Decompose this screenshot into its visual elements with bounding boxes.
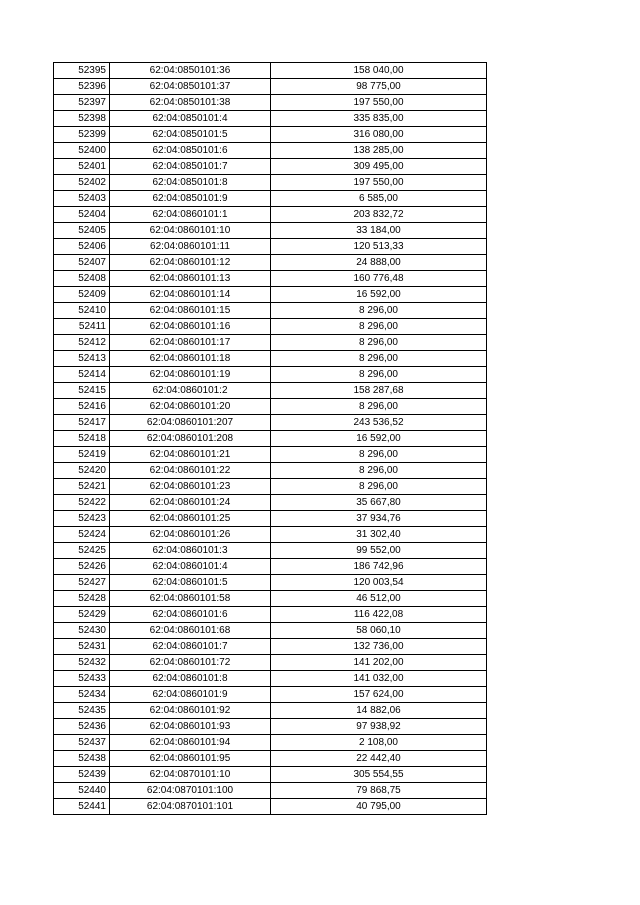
cadastral-value-cell: 24 888,00 <box>271 255 487 271</box>
row-number-cell: 52433 <box>54 671 110 687</box>
table-row <box>54 143 487 159</box>
cadastral-value-cell: 8 296,00 <box>271 303 487 319</box>
row-number-cell: 52424 <box>54 527 110 543</box>
table-row <box>54 415 487 431</box>
row-number-cell: 52441 <box>54 799 110 815</box>
row-number-cell: 52440 <box>54 783 110 799</box>
table-row <box>54 687 487 703</box>
table-row <box>54 575 487 591</box>
row-number-cell: 52401 <box>54 159 110 175</box>
cadastral-value-cell: 203 832,72 <box>271 207 487 223</box>
row-number-cell: 52397 <box>54 95 110 111</box>
cadastral-number-cell: 62:04:0860101:5 <box>110 575 271 591</box>
row-number-cell: 52408 <box>54 271 110 287</box>
cadastral-number-cell: 62:04:0860101:7 <box>110 639 271 655</box>
row-number-cell: 52434 <box>54 687 110 703</box>
cadastral-value-cell: 37 934,76 <box>271 511 487 527</box>
table-row <box>54 479 487 495</box>
cadastral-value-cell: 33 184,00 <box>271 223 487 239</box>
cadastral-value-cell: 6 585,00 <box>271 191 487 207</box>
cadastral-value-cell: 116 422,08 <box>271 607 487 623</box>
cadastral-value-cell: 16 592,00 <box>271 287 487 303</box>
row-number-cell: 52396 <box>54 79 110 95</box>
row-number-cell: 52430 <box>54 623 110 639</box>
cadastral-value-cell: 2 108,00 <box>271 735 487 751</box>
cadastral-number-cell: 62:04:0860101:3 <box>110 543 271 559</box>
table-body <box>54 63 487 815</box>
cadastral-number-cell: 62:04:0860101:94 <box>110 735 271 751</box>
cadastral-number-cell: 62:04:0850101:37 <box>110 79 271 95</box>
row-number-cell: 52398 <box>54 111 110 127</box>
table-row <box>54 239 487 255</box>
table-row <box>54 495 487 511</box>
row-number-cell: 52409 <box>54 287 110 303</box>
table-row <box>54 79 487 95</box>
table-row <box>54 543 487 559</box>
row-number-cell: 52410 <box>54 303 110 319</box>
table-row <box>54 207 487 223</box>
table-row <box>54 431 487 447</box>
cadastral-value-cell: 22 442,40 <box>271 751 487 767</box>
cadastral-number-cell: 62:04:0850101:4 <box>110 111 271 127</box>
cadastral-number-cell: 62:04:0860101:6 <box>110 607 271 623</box>
cadastral-value-cell: 158 287,68 <box>271 383 487 399</box>
cadastral-value-cell: 8 296,00 <box>271 335 487 351</box>
cadastral-value-cell: 8 296,00 <box>271 479 487 495</box>
table-row <box>54 319 487 335</box>
table-row <box>54 719 487 735</box>
row-number-cell: 52403 <box>54 191 110 207</box>
table-row <box>54 399 487 415</box>
row-number-cell: 52395 <box>54 63 110 79</box>
cadastral-number-cell: 62:04:0860101:19 <box>110 367 271 383</box>
table-row <box>54 159 487 175</box>
cadastral-number-cell: 62:04:0860101:2 <box>110 383 271 399</box>
row-number-cell: 52436 <box>54 719 110 735</box>
cadastral-value-cell: 14 882,06 <box>271 703 487 719</box>
cadastral-value-cell: 31 302,40 <box>271 527 487 543</box>
row-number-cell: 52423 <box>54 511 110 527</box>
row-number-cell: 52418 <box>54 431 110 447</box>
row-number-cell: 52421 <box>54 479 110 495</box>
table-row <box>54 559 487 575</box>
cadastral-value-cell: 305 554,55 <box>271 767 487 783</box>
row-number-cell: 52407 <box>54 255 110 271</box>
row-number-cell: 52428 <box>54 591 110 607</box>
cadastral-number-cell: 62:04:0850101:9 <box>110 191 271 207</box>
table-row <box>54 287 487 303</box>
row-number-cell: 52431 <box>54 639 110 655</box>
cadastral-number-cell: 62:04:0850101:38 <box>110 95 271 111</box>
table-row <box>54 367 487 383</box>
cadastral-value-cell: 79 868,75 <box>271 783 487 799</box>
table-row <box>54 735 487 751</box>
cadastral-number-cell: 62:04:0860101:20 <box>110 399 271 415</box>
row-number-cell: 52432 <box>54 655 110 671</box>
table-row <box>54 447 487 463</box>
row-number-cell: 52419 <box>54 447 110 463</box>
cadastral-value-cell: 120 513,33 <box>271 239 487 255</box>
row-number-cell: 52425 <box>54 543 110 559</box>
table-row <box>54 591 487 607</box>
table-row <box>54 639 487 655</box>
cadastral-value-cell: 160 776,48 <box>271 271 487 287</box>
row-number-cell: 52406 <box>54 239 110 255</box>
cadastral-number-cell: 62:04:0860101:13 <box>110 271 271 287</box>
cadastral-number-cell: 62:04:0860101:72 <box>110 655 271 671</box>
table-row <box>54 463 487 479</box>
row-number-cell: 52399 <box>54 127 110 143</box>
cadastral-number-cell: 62:04:0860101:12 <box>110 255 271 271</box>
cadastral-value-cell: 316 080,00 <box>271 127 487 143</box>
cadastral-number-cell: 62:04:0860101:14 <box>110 287 271 303</box>
cadastral-value-cell: 120 003,54 <box>271 575 487 591</box>
cadastral-value-cell: 158 040,00 <box>271 63 487 79</box>
cadastral-value-cell: 186 742,96 <box>271 559 487 575</box>
cadastral-value-cell: 99 552,00 <box>271 543 487 559</box>
cadastral-value-cell: 8 296,00 <box>271 399 487 415</box>
cadastral-number-cell: 62:04:0860101:18 <box>110 351 271 367</box>
cadastral-value-cell: 132 736,00 <box>271 639 487 655</box>
table-row <box>54 303 487 319</box>
cadastral-number-cell: 62:04:0860101:10 <box>110 223 271 239</box>
cadastral-number-cell: 62:04:0870101:10 <box>110 767 271 783</box>
cadastral-number-cell: 62:04:0860101:23 <box>110 479 271 495</box>
row-number-cell: 52435 <box>54 703 110 719</box>
cadastral-number-cell: 62:04:0870101:101 <box>110 799 271 815</box>
cadastral-value-cell: 141 202,00 <box>271 655 487 671</box>
row-number-cell: 52420 <box>54 463 110 479</box>
table-row <box>54 783 487 799</box>
table-row <box>54 511 487 527</box>
row-number-cell: 52404 <box>54 207 110 223</box>
table-row <box>54 175 487 191</box>
cadastral-value-cell: 8 296,00 <box>271 463 487 479</box>
cadastral-value-cell: 335 835,00 <box>271 111 487 127</box>
table-row <box>54 799 487 815</box>
cadastral-number-cell: 62:04:0870101:100 <box>110 783 271 799</box>
row-number-cell: 52417 <box>54 415 110 431</box>
cadastral-value-cell: 35 667,80 <box>271 495 487 511</box>
table-row <box>54 63 487 79</box>
cadastral-value-cell: 138 285,00 <box>271 143 487 159</box>
cadastral-number-cell: 62:04:0860101:21 <box>110 447 271 463</box>
cadastral-number-cell: 62:04:0860101:11 <box>110 239 271 255</box>
row-number-cell: 52422 <box>54 495 110 511</box>
cadastral-number-cell: 62:04:0860101:25 <box>110 511 271 527</box>
table-row <box>54 191 487 207</box>
cadastral-number-cell: 62:04:0860101:207 <box>110 415 271 431</box>
table-row <box>54 623 487 639</box>
cadastral-value-cell: 40 795,00 <box>271 799 487 815</box>
table-row <box>54 223 487 239</box>
cadastral-number-cell: 62:04:0860101:26 <box>110 527 271 543</box>
row-number-cell: 52416 <box>54 399 110 415</box>
cadastral-value-cell: 8 296,00 <box>271 319 487 335</box>
cadastral-number-cell: 62:04:0860101:15 <box>110 303 271 319</box>
cadastral-number-cell: 62:04:0850101:6 <box>110 143 271 159</box>
cadastral-number-cell: 62:04:0850101:36 <box>110 63 271 79</box>
cadastral-value-cell: 309 495,00 <box>271 159 487 175</box>
row-number-cell: 52429 <box>54 607 110 623</box>
table-row <box>54 703 487 719</box>
table-row <box>54 95 487 111</box>
table-row <box>54 383 487 399</box>
table-row <box>54 335 487 351</box>
cadastral-number-cell: 62:04:0860101:16 <box>110 319 271 335</box>
row-number-cell: 52427 <box>54 575 110 591</box>
cadastral-number-cell: 62:04:0860101:17 <box>110 335 271 351</box>
cadastral-number-cell: 62:04:0850101:5 <box>110 127 271 143</box>
cadastral-value-cell: 8 296,00 <box>271 367 487 383</box>
cadastral-number-cell: 62:04:0860101:92 <box>110 703 271 719</box>
cadastral-value-cell: 98 775,00 <box>271 79 487 95</box>
cadastral-value-cell: 8 296,00 <box>271 351 487 367</box>
row-number-cell: 52411 <box>54 319 110 335</box>
cadastral-value-cell: 8 296,00 <box>271 447 487 463</box>
cadastral-value-cell: 197 550,00 <box>271 95 487 111</box>
cadastral-number-cell: 62:04:0860101:68 <box>110 623 271 639</box>
row-number-cell: 52426 <box>54 559 110 575</box>
table-row <box>54 111 487 127</box>
cadastral-value-cell: 157 624,00 <box>271 687 487 703</box>
row-number-cell: 52414 <box>54 367 110 383</box>
cadastral-number-cell: 62:04:0860101:58 <box>110 591 271 607</box>
row-number-cell: 52438 <box>54 751 110 767</box>
table-row <box>54 767 487 783</box>
row-number-cell: 52415 <box>54 383 110 399</box>
cadastral-value-cell: 243 536,52 <box>271 415 487 431</box>
cadastral-number-cell: 62:04:0860101:4 <box>110 559 271 575</box>
cadastral-number-cell: 62:04:0860101:95 <box>110 751 271 767</box>
row-number-cell: 52437 <box>54 735 110 751</box>
cadastral-value-cell: 197 550,00 <box>271 175 487 191</box>
table-row <box>54 255 487 271</box>
cadastral-number-cell: 62:04:0860101:93 <box>110 719 271 735</box>
table-row <box>54 751 487 767</box>
cadastral-value-cell: 141 032,00 <box>271 671 487 687</box>
cadastral-value-cell: 97 938,92 <box>271 719 487 735</box>
table-row <box>54 527 487 543</box>
row-number-cell: 52402 <box>54 175 110 191</box>
table-row <box>54 351 487 367</box>
table-row <box>54 127 487 143</box>
table-row <box>54 671 487 687</box>
row-number-cell: 52413 <box>54 351 110 367</box>
cadastral-value-cell: 58 060,10 <box>271 623 487 639</box>
cadastral-number-cell: 62:04:0860101:8 <box>110 671 271 687</box>
cadastral-number-cell: 62:04:0850101:7 <box>110 159 271 175</box>
cadastral-number-cell: 62:04:0860101:22 <box>110 463 271 479</box>
row-number-cell: 52400 <box>54 143 110 159</box>
row-number-cell: 52412 <box>54 335 110 351</box>
row-number-cell: 52405 <box>54 223 110 239</box>
table-row <box>54 271 487 287</box>
table-row <box>54 607 487 623</box>
cadastral-value-cell: 16 592,00 <box>271 431 487 447</box>
cadastral-value-cell: 46 512,00 <box>271 591 487 607</box>
cadastral-number-cell: 62:04:0860101:24 <box>110 495 271 511</box>
cadastral-number-cell: 62:04:0860101:9 <box>110 687 271 703</box>
cadastral-number-cell: 62:04:0860101:208 <box>110 431 271 447</box>
table-row <box>54 655 487 671</box>
cadastral-number-cell: 62:04:0860101:1 <box>110 207 271 223</box>
cadastral-number-cell: 62:04:0850101:8 <box>110 175 271 191</box>
cadastral-value-table <box>53 62 487 815</box>
row-number-cell: 52439 <box>54 767 110 783</box>
